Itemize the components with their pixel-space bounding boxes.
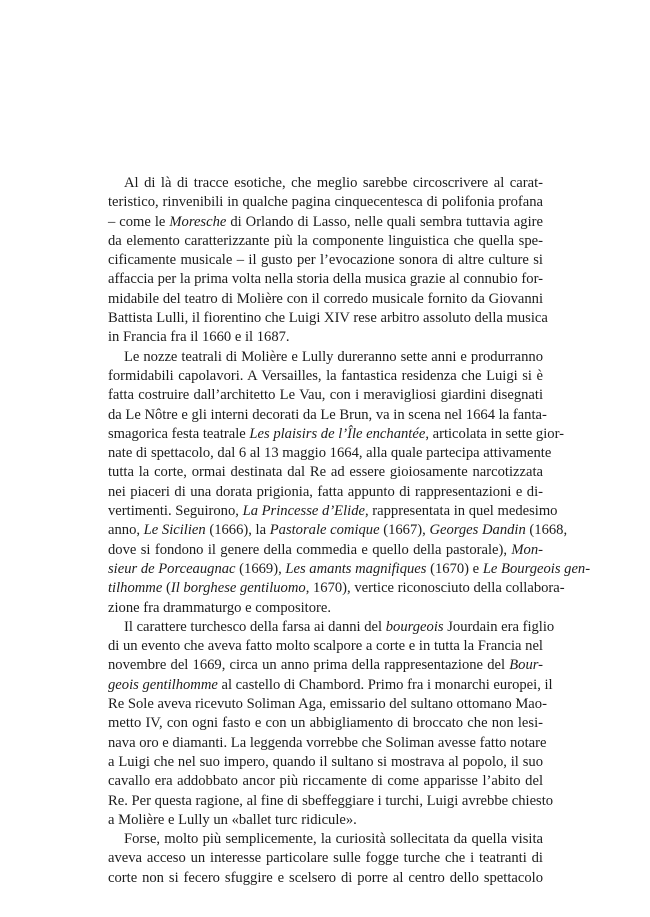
text-run: , 1670), vertice riconosciuto della collabora- bbox=[305, 580, 565, 597]
text-run: dove si fondono il genere della commedia e quello della pastorale), bbox=[108, 541, 512, 558]
text-run: Il carattere turchesco della farsa ai danni del bbox=[124, 618, 386, 635]
paragraph bbox=[108, 348, 591, 618]
text-run: di Orlando di Lasso, nelle quali sembra tuttavia agire bbox=[226, 213, 543, 230]
paragraph bbox=[108, 174, 548, 348]
text-line bbox=[108, 367, 543, 386]
text-line bbox=[108, 753, 543, 772]
text-run: ( bbox=[162, 580, 171, 597]
text-run: formidabili capolavori. A Versailles, la fantastica residenza che Luigi si è bbox=[108, 367, 543, 384]
italic-text: Le Bourgeois gen- bbox=[482, 560, 591, 577]
text-run: da Le Nôtre e gli interni decorati da Le Brun, va in scena nel 1664 la fanta- bbox=[108, 406, 547, 423]
text-line bbox=[108, 521, 568, 540]
text-line bbox=[108, 270, 543, 289]
text-line bbox=[108, 849, 543, 868]
text-run: , rappresentata in quel medesimo bbox=[364, 503, 558, 520]
italic-text: Mon- bbox=[511, 541, 543, 558]
text-run: midabile del teatro di Molière con il corredo musicale fornito da Giovanni bbox=[108, 290, 543, 307]
text-run: Forse, molto più semplicemente, la curiosità sollecitata da quella visita bbox=[124, 831, 543, 848]
text-line bbox=[108, 328, 543, 347]
italic-text: Pastorale comique bbox=[269, 522, 380, 539]
text-line bbox=[108, 695, 547, 714]
text-run: metto IV, con ogni fasto e con un abbigliamento di broccato che non lesi- bbox=[108, 715, 543, 732]
text-run: , articolata in sette gior- bbox=[425, 425, 565, 442]
text-line bbox=[108, 772, 543, 791]
text-line bbox=[108, 483, 543, 502]
text-run: cificamente musicale – il gusto per l’evocazione sonora di altre culture si bbox=[108, 252, 543, 269]
text-run: Re. Per questa ragione, al fine di sbeffeggiare i turchi, Luigi avrebbe chiesto bbox=[108, 792, 554, 809]
text-line bbox=[108, 425, 565, 444]
text-line bbox=[108, 676, 553, 695]
italic-text: tilhomme bbox=[108, 580, 163, 597]
text-run: teristico, rinvenibili in qualche pagina cinquecentesca di polifonia profana bbox=[108, 194, 543, 211]
text-line bbox=[108, 618, 555, 637]
text-line bbox=[108, 656, 543, 675]
text-run: Re Sole aveva ricevuto Soliman Aga, emissario del sultano ottomano Mao- bbox=[108, 696, 547, 713]
paragraph bbox=[108, 618, 555, 830]
text-run: (1669), bbox=[235, 560, 286, 577]
italic-text: Bour- bbox=[509, 657, 543, 674]
italic-text: Moresche bbox=[169, 213, 227, 230]
text-run: cavallo era addobbato ancor più riccamente di come apparisse l’abito del bbox=[108, 773, 543, 790]
text-run: (1670) e bbox=[426, 560, 483, 577]
text-run: novembre del 1669, circa un anno prima della rappresentazione del bbox=[108, 657, 510, 674]
text-run: – come le bbox=[108, 213, 170, 230]
paragraph bbox=[108, 830, 543, 888]
text-run: nate di spettacolo, dal 6 al 13 maggio 1664, alla quale partecipa attivamente bbox=[108, 445, 552, 462]
text-run: vertimenti. Seguirono, bbox=[108, 503, 243, 520]
text-run: da elemento caratterizzante più la componente linguistica che quella spe- bbox=[108, 232, 543, 249]
italic-text: Les plaisirs de l’Île enchantée bbox=[249, 425, 426, 442]
text-line bbox=[108, 213, 543, 232]
text-line bbox=[108, 193, 543, 212]
text-line bbox=[108, 463, 543, 482]
text-run: Battista Lulli, il fiorentino che Luigi XIV rese arbitro assoluto della musica bbox=[108, 310, 548, 327]
text-line bbox=[108, 174, 543, 193]
text-line bbox=[108, 714, 543, 733]
text-line bbox=[108, 830, 543, 849]
text-line bbox=[108, 792, 554, 811]
text-line bbox=[108, 734, 547, 753]
italic-text: La Princesse d’Elide bbox=[242, 503, 365, 520]
text-line bbox=[108, 560, 591, 579]
text-run: di un evento che aveva fatto molto scalpore a corte e in tutta la Francia nel bbox=[108, 638, 543, 655]
text-line bbox=[108, 579, 565, 598]
text-run: (1667), bbox=[379, 522, 430, 539]
text-run: fatta costruire dall’architetto Le Vau, con i meravigliosi giardini disegnati bbox=[108, 387, 543, 404]
italic-text: Georges Dandin bbox=[429, 522, 526, 539]
text-line bbox=[108, 869, 543, 888]
body-text bbox=[108, 174, 591, 888]
text-line bbox=[108, 599, 543, 618]
text-run: a Luigi che nel suo impero, quando il sultano si mostrava al popolo, il suo bbox=[108, 753, 543, 770]
italic-text: Il borghese gentiluomo bbox=[170, 580, 306, 597]
text-run: Jourdain era figlio bbox=[443, 618, 555, 635]
text-run: nava oro e diamanti. La leggenda vorrebbe che Soliman avesse fatto notare bbox=[108, 734, 547, 751]
italic-text: sieur de Porceaugnac bbox=[108, 560, 236, 577]
text-line bbox=[108, 386, 543, 405]
text-run: (1668, bbox=[525, 522, 568, 539]
text-line bbox=[108, 290, 543, 309]
italic-text: bourgeois bbox=[385, 618, 444, 635]
text-run: in Francia fra il 1660 e il 1687. bbox=[108, 329, 290, 346]
text-run: aveva acceso un interesse particolare sulle fogge turche che i teatranti di bbox=[108, 850, 543, 867]
text-run: affaccia per la prima volta nella storia della musica grazie al connubio for- bbox=[108, 271, 543, 288]
italic-text: Le Sicilien bbox=[143, 522, 206, 539]
italic-text: geois gentilhomme bbox=[108, 676, 218, 693]
text-run: a Molière e Lully un «ballet turc ridicule». bbox=[108, 811, 357, 828]
text-line bbox=[108, 232, 543, 251]
text-run: smagorica festa teatrale bbox=[108, 425, 250, 442]
text-line bbox=[108, 502, 558, 521]
text-line bbox=[108, 309, 548, 328]
text-line bbox=[108, 444, 552, 463]
text-run: (1666), la bbox=[205, 522, 270, 539]
text-line bbox=[108, 348, 543, 367]
text-line bbox=[108, 541, 543, 560]
text-run: Al di là di tracce esotiche, che meglio sarebbe circoscrivere al carat- bbox=[124, 175, 543, 191]
text-run: zione fra drammaturgo e compositore. bbox=[108, 599, 332, 616]
text-run: Le nozze teatrali di Molière e Lully dureranno sette anni e produrranno bbox=[124, 348, 543, 365]
text-line bbox=[108, 406, 547, 425]
text-run: nei piaceri di una dorata prigionia, fatta appunto di rappresentazioni e di- bbox=[108, 483, 543, 500]
text-run: anno, bbox=[108, 522, 144, 539]
text-line bbox=[108, 811, 543, 830]
text-run: tutta la corte, ormai destinata dal Re ad essere gioiosamente narcotizzata bbox=[108, 464, 543, 481]
text-run: al castello di Chambord. Primo fra i monarchi europei, il bbox=[217, 676, 553, 693]
text-line bbox=[108, 251, 543, 270]
text-run: corte non si fecero sfuggire e scelsero di porre al centro dello spettacolo bbox=[108, 869, 543, 886]
text-line bbox=[108, 637, 543, 656]
italic-text: Les amants magnifiques bbox=[285, 560, 427, 577]
